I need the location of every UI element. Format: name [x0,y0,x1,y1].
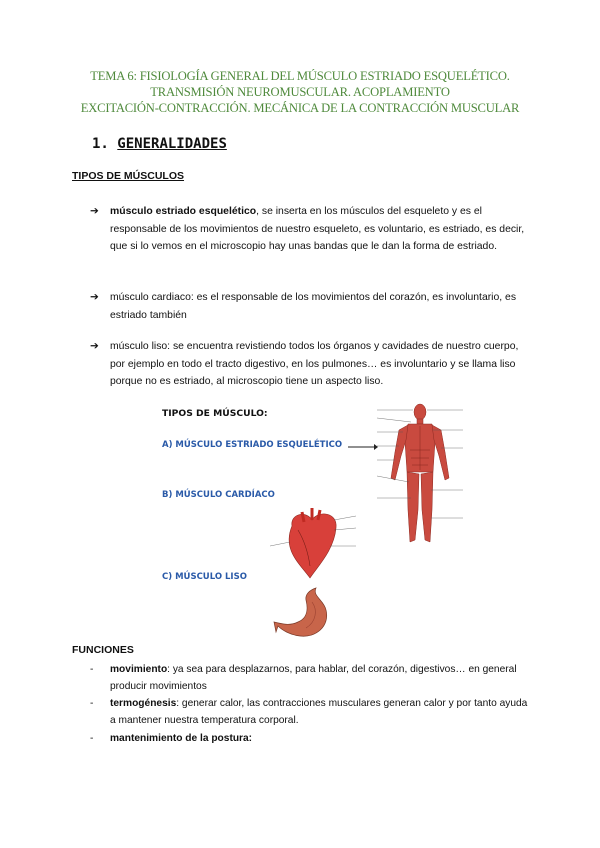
figure-label-cardiac: B) MÚSCULO CARDÍACO [162,490,275,500]
item-text: , se inserta en los músculos del esqueleto y es el responsable de los movimientos de nuestro esqueleto, es voluntario, es estriado, es decir, que si lo vemos en el microscopio hay unas bandas que le dan la forma de estriado. [110,206,525,252]
item-term: músculo estriado esquelético [110,206,257,217]
section-title: GENERALIDADES [117,136,227,152]
arrow-icon: ➔ [90,206,99,217]
list-item: - mantenimiento de la postura: [90,733,253,744]
arrow-icon: ➔ [90,341,99,352]
item-term: mantenimiento de la postura: [110,733,253,744]
heart-icon [268,506,360,582]
item-term: movimiento [110,664,168,675]
tipos-heading: TIPOS DE MÚSCULOS [72,170,185,182]
item-text: : ya sea para desplazarnos, para hablar, del corazón, digestivos… en general producir movimientos [110,664,517,692]
section-number: 1. [92,136,109,152]
list-item [90,203,535,256]
document-title [60,68,540,116]
item-text: músculo liso: se encuentra revistiendo todos los órganos y cavidades de nuestro cuerpo, por ejemplo en todo el tracto digestivo, en los pulmones… es involuntario y se llama liso porque no es estriado, al microscopio tiene un aspecto liso. [110,341,519,387]
title-line-1: TEMA 6: FISIOLOGÍA GENERAL DEL MÚSCULO ESTRIADO ESQUELÉTICO. [90,69,510,83]
item-term: termogénesis [110,698,177,709]
item-text: : generar calor, las contracciones musculares generan calor y por tanto ayuda a mantener nuestra temperatura corporal. [110,698,528,726]
figure-title: TIPOS DE MÚSCULO: [162,408,268,419]
item-text: músculo cardiaco: es el responsable de los movimientos del corazón, es involuntario, es estriado también [110,292,517,321]
list-item [90,338,535,391]
figure-label-smooth: C) MÚSCULO LISO [162,572,247,582]
funciones-heading: FUNCIONES [72,644,134,656]
muscle-types-figure [160,402,470,642]
section-heading [92,136,227,152]
title-line-2: TRANSMISIÓN NEUROMUSCULAR. ACOPLAMIENTO [150,85,450,99]
list-item: - termogénesis: generar calor, las contracciones musculares generan calor y por tanto ayuda a mantener nuestra temperatura corporal. [90,698,528,726]
pointer-arrow-icon [348,442,378,452]
list-item [90,289,535,324]
stomach-icon [272,586,338,642]
muscular-body-icon [375,402,465,550]
list-item: - movimiento: ya sea para desplazarnos, para hablar, del corazón, digestivos… en general producir movimientos [90,664,517,692]
title-line-3: EXCITACIÓN-CONTRACCIÓN. MECÁNICA DE LA CONTRACCIÓN MUSCULAR [80,101,520,115]
arrow-icon: ➔ [90,292,99,303]
figure-label-skeletal: A) MÚSCULO ESTRIADO ESQUELÉTICO [162,440,343,450]
